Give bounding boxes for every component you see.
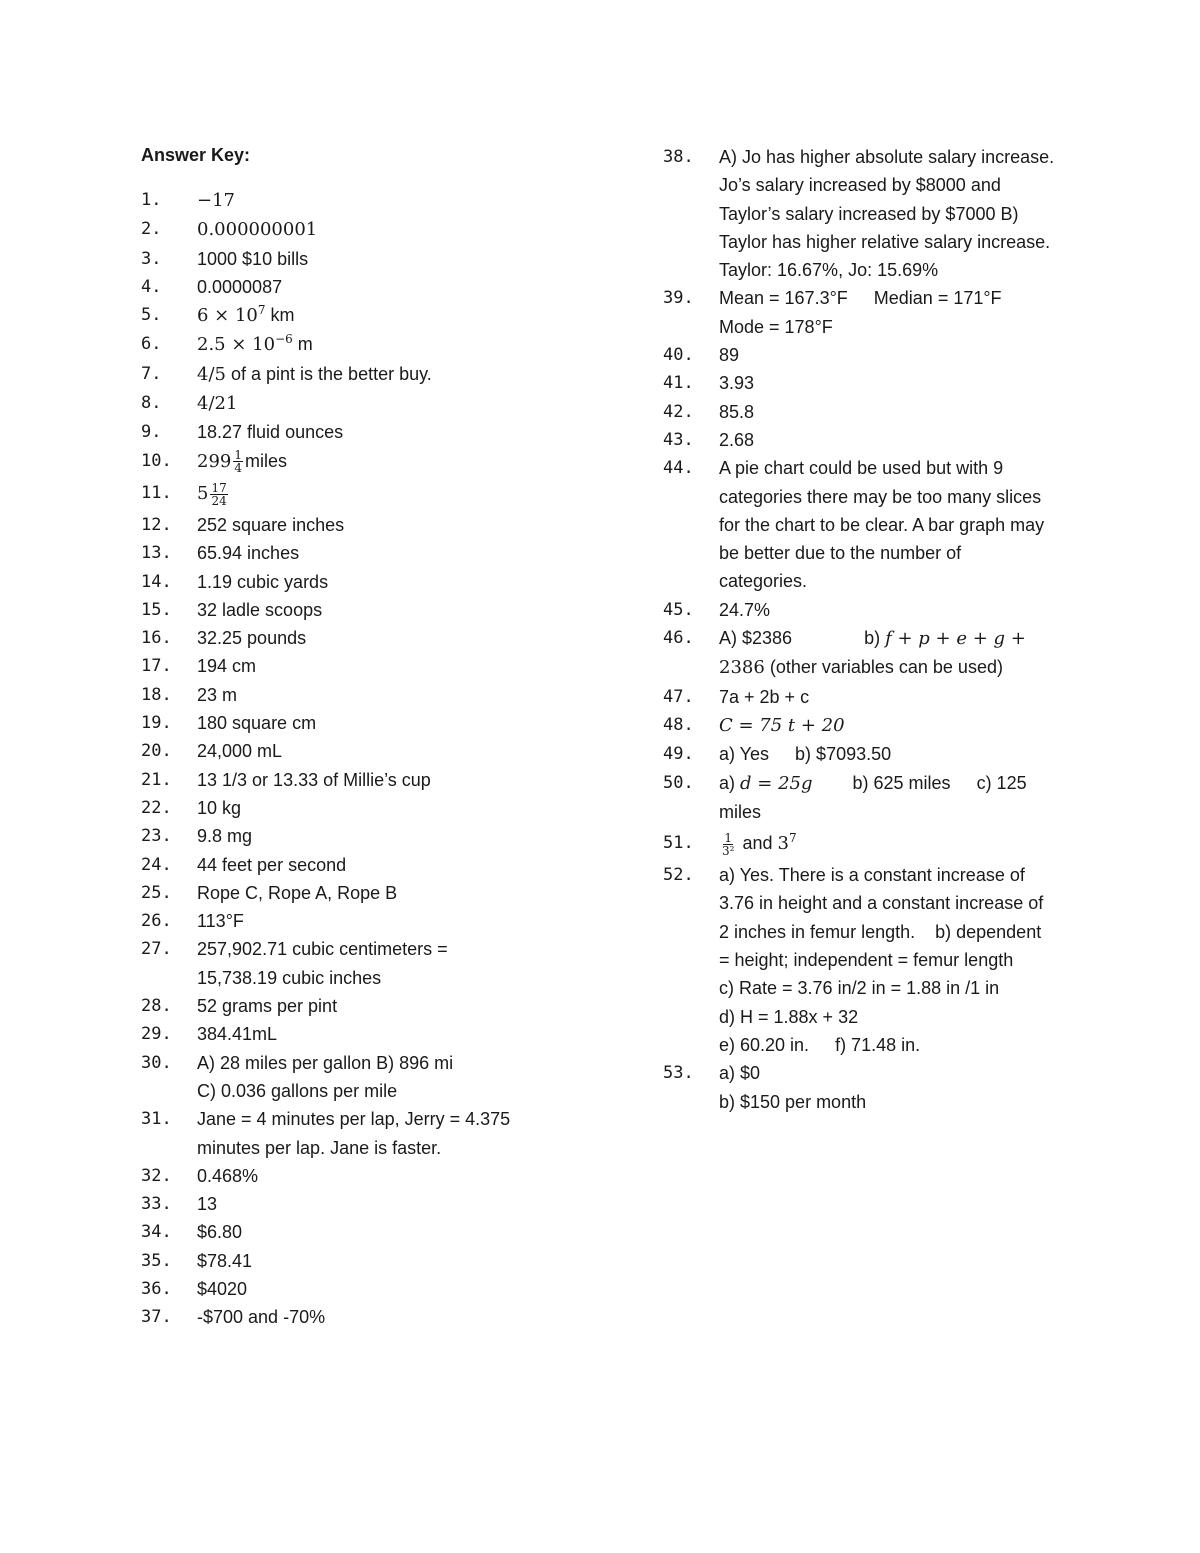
list-item: 50. a) d = 25g b) 625 miles c) 125 miles <box>663 772 1027 822</box>
list-item: 43. 2.68 <box>663 429 755 450</box>
list-item: 49. a) Yes b) $7093.50 <box>663 744 892 765</box>
list-item: 32. 0.468% <box>141 1165 259 1186</box>
list-item: 48. C = 75 t + 20 <box>663 714 845 736</box>
list-item: 39. Mean = 167.3°F Median = 171°F Mode = 178°F <box>663 288 1002 337</box>
list-item: 31. Jane = 4 minutes per lap, Jerry = 4.375 minutes per lap. Jane is faster. <box>141 1109 511 1158</box>
list-item: 37. -$700 and -70% <box>141 1307 326 1328</box>
list-item: 4. 0.0000087 <box>141 276 283 297</box>
list-item: 18. 23 m <box>141 684 238 705</box>
list-item: 38. A) Jo has higher absolute salary increase. Jo’s salary increased by $8000 and Taylor’s salary increased by $7000 B) Taylor has higher relative salary increase. Taylor: 16.67%, Jo: 15.69% <box>663 147 1055 281</box>
list-item: 15. 32 ladle scoops <box>141 599 323 620</box>
list-item: 30. A) 28 miles per gallon B) 896 mi C) 0.036 gallons per mile <box>141 1052 454 1101</box>
list-item: 13. 65.94 inches <box>141 543 300 564</box>
list-item: 22. 10 kg <box>141 797 242 818</box>
answer-list-right <box>663 143 1083 1116</box>
list-item: 6. $2.5 \times 10^{-6}$ m <box>141 332 313 356</box>
list-item: 17. 194 cm <box>141 656 257 677</box>
fraction: $\frac{1}{\text{3²}}$ <box>722 830 735 858</box>
list-item: 20. 24,000 mL <box>141 741 283 762</box>
list-item: 7. 4/5 of a pint is the better buy. <box>141 363 432 385</box>
fraction: $\frac{1}{4}$ <box>234 448 242 476</box>
list-item: 1. −17 <box>141 190 235 211</box>
list-item: 26. 113°F <box>141 911 244 932</box>
list-item: 53. a) $0 b) $150 per month <box>663 1063 867 1112</box>
fraction: $\frac{17}{24}$ <box>211 480 227 508</box>
list-item: 42. 85.8 <box>663 401 755 422</box>
list-item: 52. a) Yes. There is a constant increase of 3.76 in height and a constant increase of 2 inches in femur length. b) dependent = height; independent = femur length c) Rate = 3.76 in/2 in = 1.88 in /1 in d) H = 1.88x + 32 e) 60.20 in. f) 71.48 in. <box>663 865 1044 1055</box>
list-item: 25. Rope C, Rope A, Rope B <box>141 882 398 903</box>
page-title: Answer Key: <box>141 145 251 165</box>
list-item: 36. $4020 <box>141 1278 248 1299</box>
list-item: 51. $\frac{1}{\text{3²}}$ and $3^7$ <box>663 830 797 858</box>
list-item: 16. 32.25 pounds <box>141 628 307 649</box>
list-item: 2. 0.000000001 <box>141 219 318 241</box>
list-item: 33. 13 <box>141 1194 218 1215</box>
list-item: 9. 18.27 fluid ounces <box>141 422 344 443</box>
list-item: 8. 4/21 <box>141 393 238 415</box>
answer-list-left <box>141 186 581 1332</box>
list-item: 34. $6.80 <box>141 1222 243 1243</box>
list-item: 41. 3.93 <box>663 373 755 394</box>
list-item: 29. 384.41mL <box>141 1024 278 1045</box>
list-item: 46. A) $2386 b) f + p + e + g + 2386 (other variables can be used) <box>663 628 1026 679</box>
list-item: 11. 5 $\frac{17}{24}$ <box>141 480 227 508</box>
list-item: 40. 89 <box>663 345 740 366</box>
list-item: 35. $78.41 <box>141 1250 253 1271</box>
list-item: 44. A pie chart could be used but with 9 categories there may be too many slices for the chart to be clear. A bar graph may be better due to the number of categories. <box>663 458 1045 592</box>
list-item: 47. 7a + 2b + c <box>663 686 810 707</box>
list-item: 12. 252 square inches <box>141 514 345 535</box>
list-item: 5. $6 \times 10^7$ km <box>141 303 295 327</box>
list-item: 45. 24.7% <box>663 599 771 620</box>
list-item: 14. 1.19 cubic yards <box>141 571 329 592</box>
list-item: 28. 52 grams per pint <box>141 996 338 1017</box>
list-item: 10. 299 $\frac{1}{4}$ miles <box>141 448 288 476</box>
list-item: 21. 13 1/3 or 13.33 of Millie’s cup <box>141 769 431 790</box>
list-item: 23. 9.8 mg <box>141 826 253 847</box>
list-item: 27. 257,902.71 cubic centimeters = 15,738.19 cubic inches <box>141 939 448 988</box>
list-item: 3. 1000 $10 bills <box>141 248 309 269</box>
list-item: 19. 180 square cm <box>141 713 317 734</box>
list-item: 24. 44 feet per second <box>141 854 347 875</box>
